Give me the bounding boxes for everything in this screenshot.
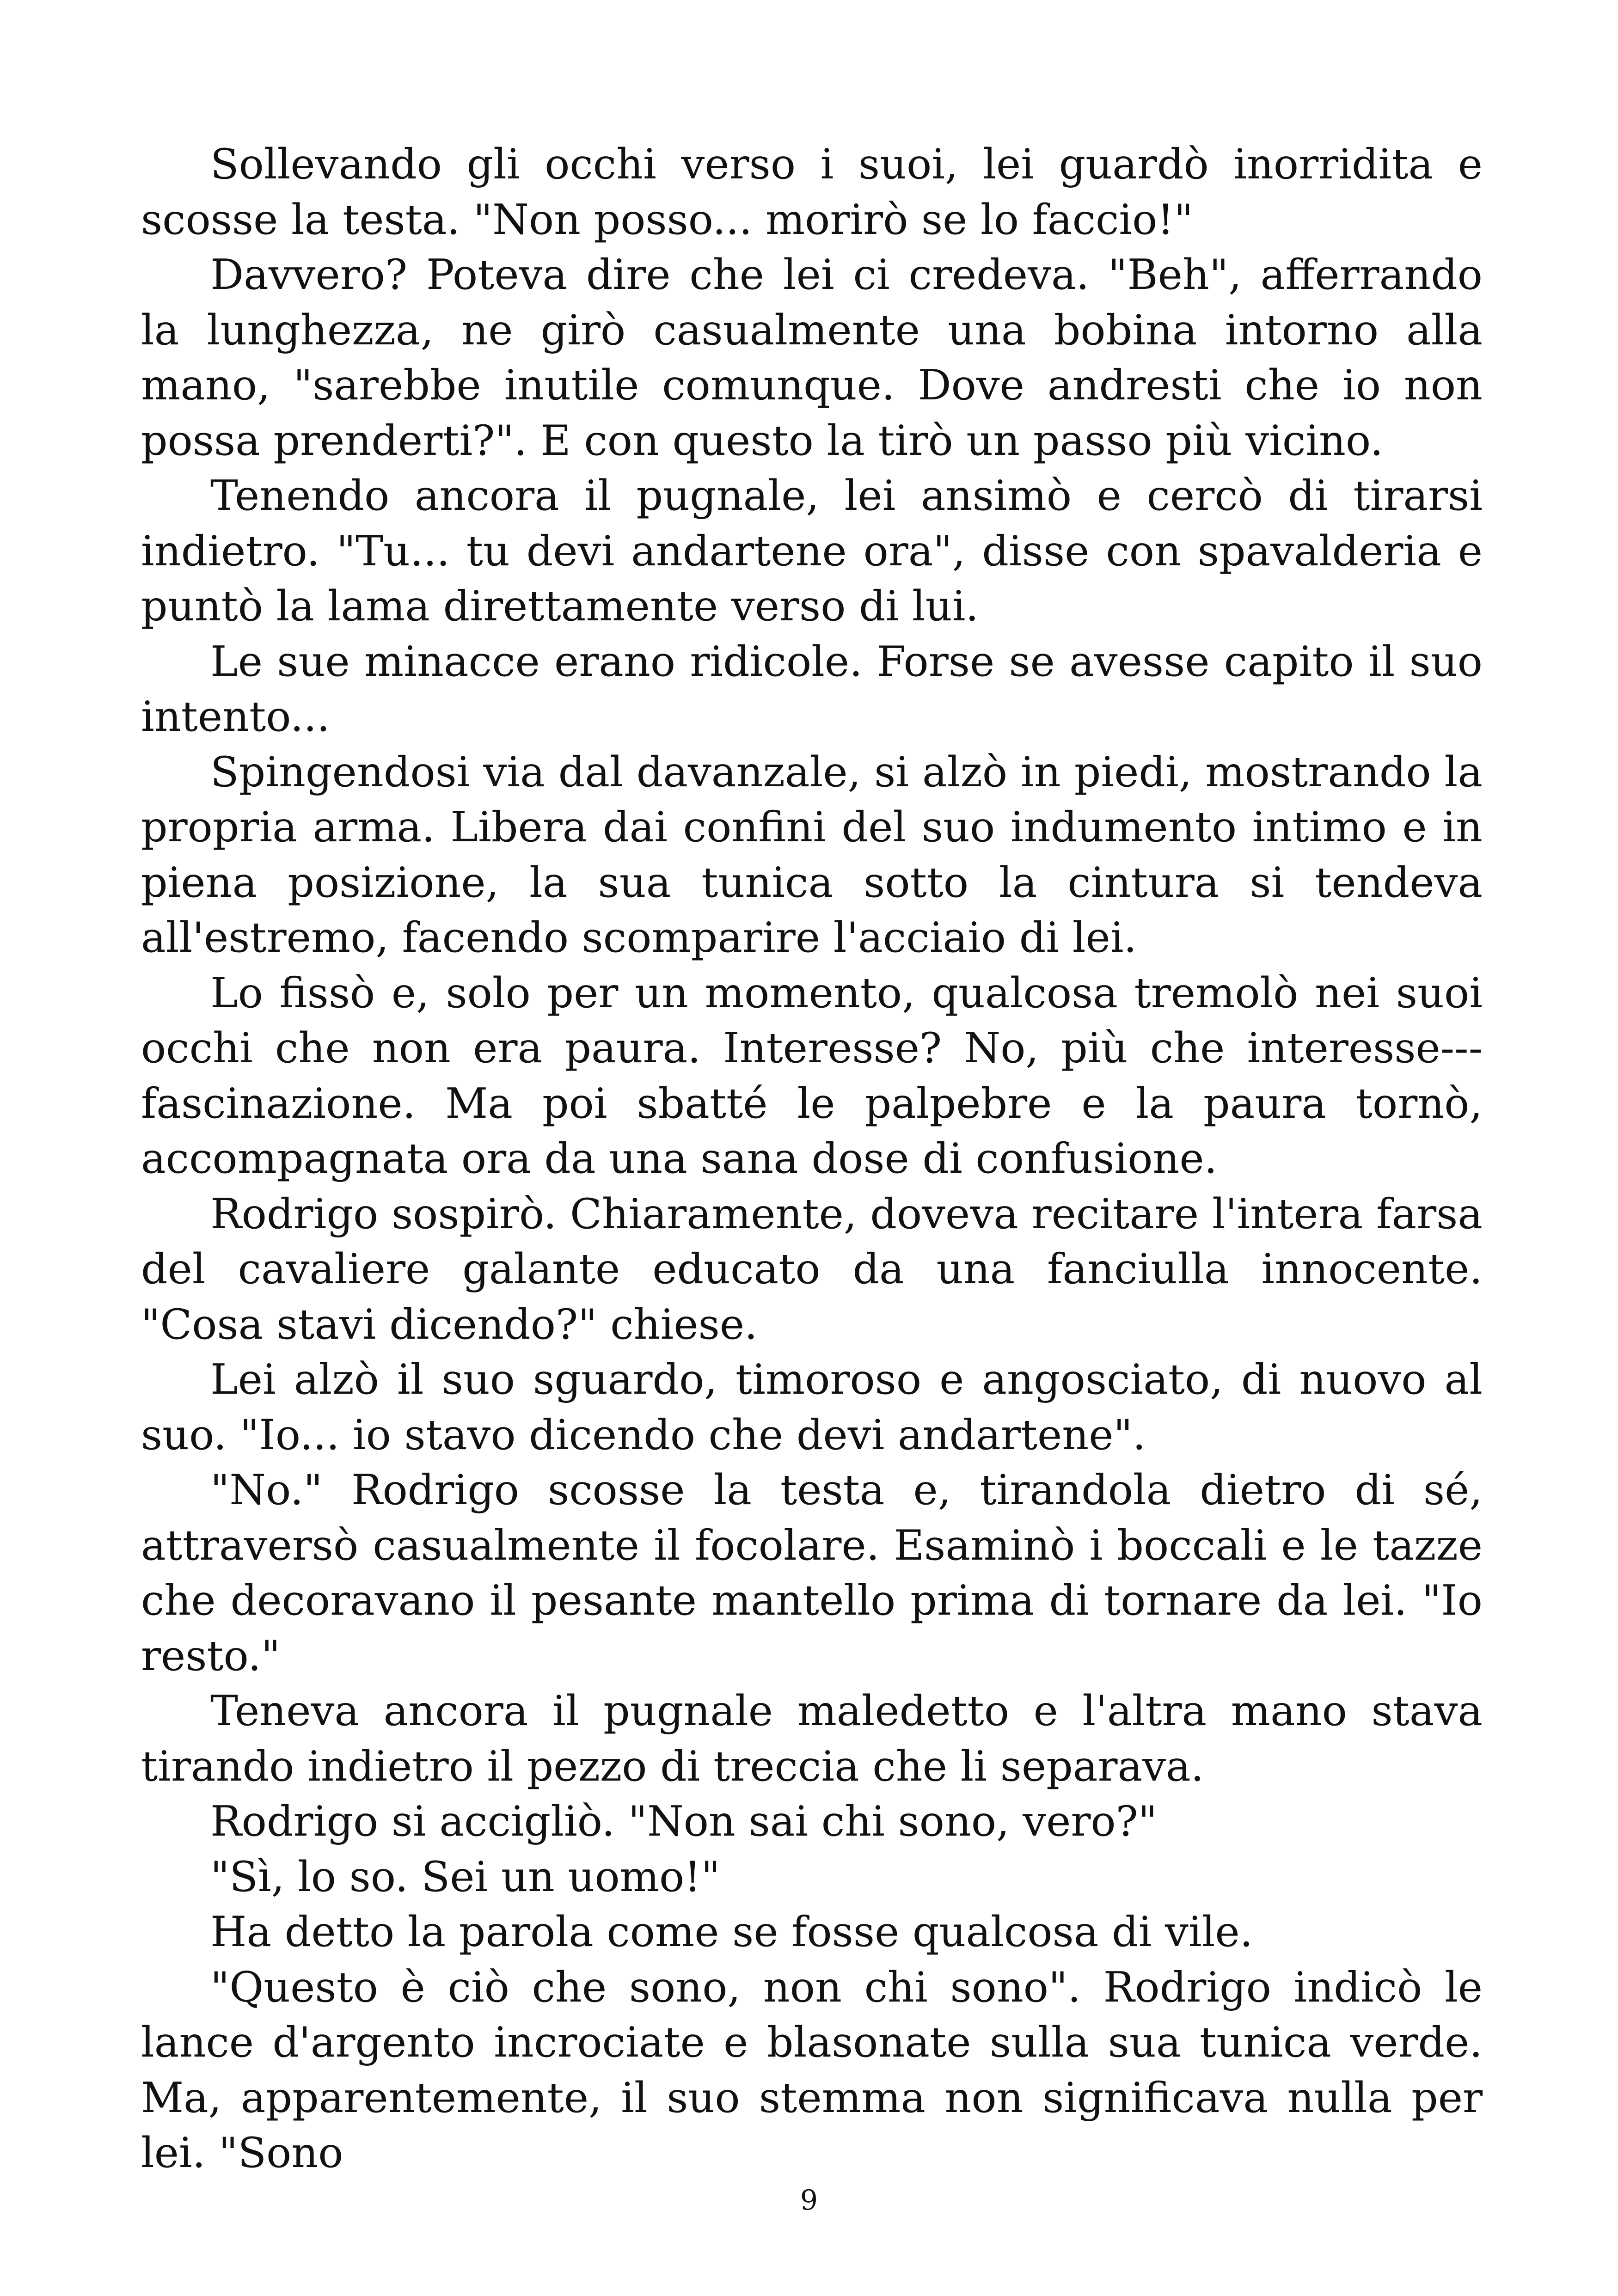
paragraph: Lo fissò e, solo per un momento, qualcosa tremolò nei suoi occhi che non era paura. Interesse? No, più che interesse---fascinazione. Ma poi sbatté le palpebre e la paura tornò, accompagnata ora da una sana dose di confusione. — [141, 968, 1483, 1183]
paragraph: Spingendosi via dal davanzale, si alzò in piedi, mostrando la propria arma. Libera dai confini del suo indumento intimo e in piena posizione, la sua tunica sotto la cintura si tendeva all'estremo, facendo scomparire l'acciaio di lei. — [141, 747, 1483, 962]
page-number: 9 — [800, 2184, 818, 2216]
paragraph: Rodrigo si accigliò. "Non sai chi sono, vero?" — [210, 1797, 1158, 1846]
paragraph: Lei alzò il suo sguardo, timoroso e angosciato, di nuovo al suo. "Io... io stavo dicendo che devi andartene". — [141, 1355, 1483, 1459]
paragraph: "Sì, lo so. Sei un uomo!" — [210, 1852, 720, 1901]
body-text — [141, 137, 1483, 2181]
paragraph: Ha detto la parola come se fosse qualcosa di vile. — [210, 1908, 1253, 1956]
paragraph: "No." Rodrigo scosse la testa e, tirandola dietro di sé, attraversò casualmente il focolare. Esaminò i boccali e le tazze che decoravano il pesante mantello prima di tornare da lei. "Io resto." — [141, 1466, 1483, 1680]
paragraph: Teneva ancora il pugnale maledetto e l'altra mano stava tirando indietro il pezzo di treccia che li separava. — [141, 1687, 1483, 1791]
paragraph: Rodrigo sospirò. Chiaramente, doveva recitare l'intera farsa del cavaliere galante educato da una fanciulla innocente. "Cosa stavi dicendo?" chiese. — [141, 1189, 1483, 1349]
paragraph: Le sue minacce erano ridicole. Forse se avesse capito il suo intento... — [141, 637, 1483, 741]
paragraph: Sollevando gli occhi verso i suoi, lei guardò inorridita e scosse la testa. "Non posso... morirò se lo faccio!" — [141, 140, 1483, 244]
paragraph: "Questo è ciò che sono, non chi sono". Rodrigo indicò le lance d'argento incrociate e blasonate sulla sua tunica verde. Ma, apparentemente, il suo stemma non significava nulla per lei. "Sono — [141, 1963, 1483, 2177]
paragraph: Tenendo ancora il pugnale, lei ansimò e cercò di tirarsi indietro. "Tu... tu devi andartene ora", disse con spavalderia e puntò la lama direttamente verso di lui. — [141, 471, 1483, 631]
paragraph: Davvero? Poteva dire che lei ci credeva. "Beh", afferrando la lunghezza, ne girò casualmente una bobina intorno alla mano, "sarebbe inutile comunque. Dove andresti che io non possa prenderti?". E con questo la tirò un passo più vicino. — [141, 251, 1483, 465]
